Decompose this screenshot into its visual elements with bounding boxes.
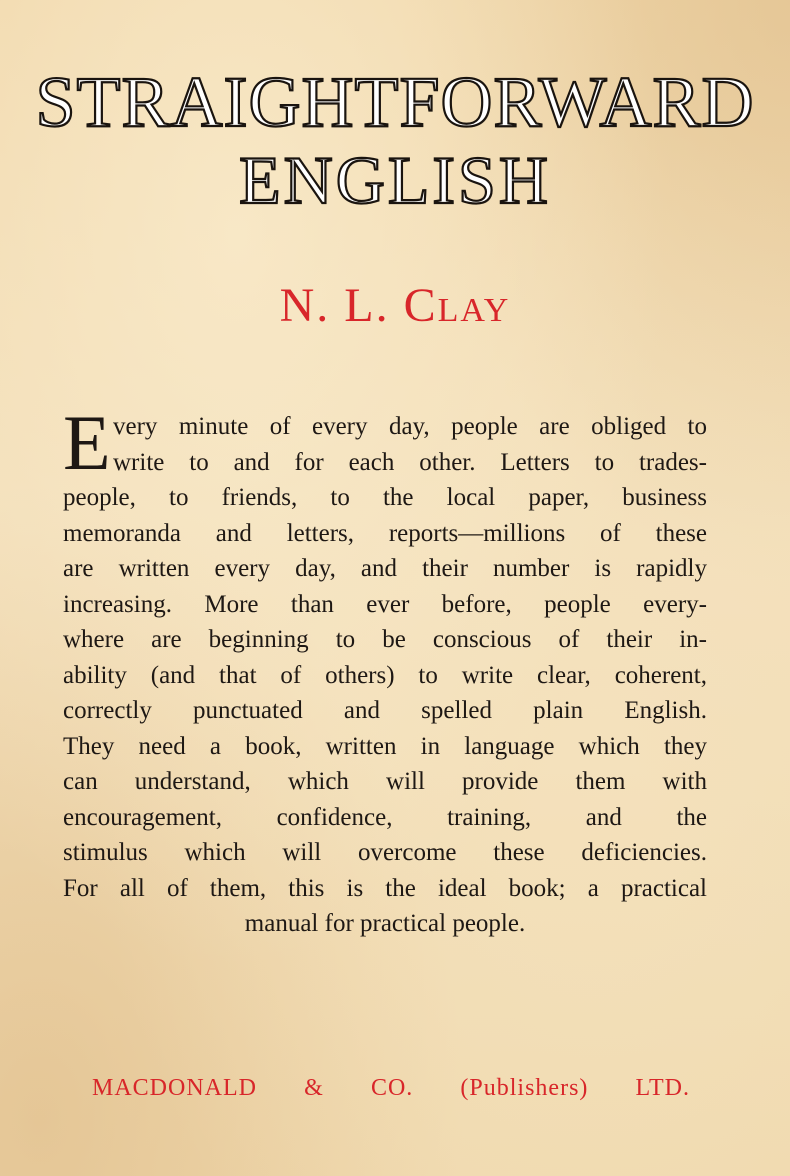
title-line-2: ENGLISH	[239, 142, 551, 218]
blurb-last-line: manual for practical people.	[244, 910, 526, 937]
blurb-line: very minute of every day, people are obliged to	[113, 413, 707, 440]
blurb-first-lines	[113, 409, 707, 480]
blurb-line: For all of them, this is the ideal book; a practical	[63, 874, 707, 902]
blurb-line: where are beginning to be conscious of their in-	[63, 626, 707, 653]
blurb-line: can understand, which will provide them with	[63, 768, 707, 795]
blurb-line: memoranda and letters, reports—millions of these	[63, 519, 707, 547]
blurb-line: write to and for each other. Letters to trades-	[113, 448, 707, 476]
drop-cap-box	[63, 399, 111, 486]
blurb-line: correctly punctuated and spelled plain English.	[63, 697, 707, 724]
blurb-line: stimulus which will overcome these deficiencies.	[63, 839, 707, 866]
blurb-line: They need a book, written in language which they	[63, 732, 707, 760]
blurb-line: increasing. More than ever before, people every-	[63, 590, 707, 618]
drop-cap: E	[63, 399, 111, 486]
blurb-line: are written every day, and their number is rapidly	[63, 555, 707, 582]
blurb-line: people, to friends, to the local paper, business	[63, 484, 707, 511]
blurb-line: ability (and that of others) to write clear, coherent,	[63, 661, 707, 689]
blurb-body	[63, 480, 707, 942]
publisher-imprint: MACDONALD & CO. (Publishers) LTD.	[92, 1075, 690, 1101]
title-line-1: STRAIGHTFORWARD	[35, 62, 755, 142]
author-name: N. L. Clay	[279, 279, 511, 332]
blurb-line: encouragement, confidence, training, and the	[63, 803, 707, 831]
